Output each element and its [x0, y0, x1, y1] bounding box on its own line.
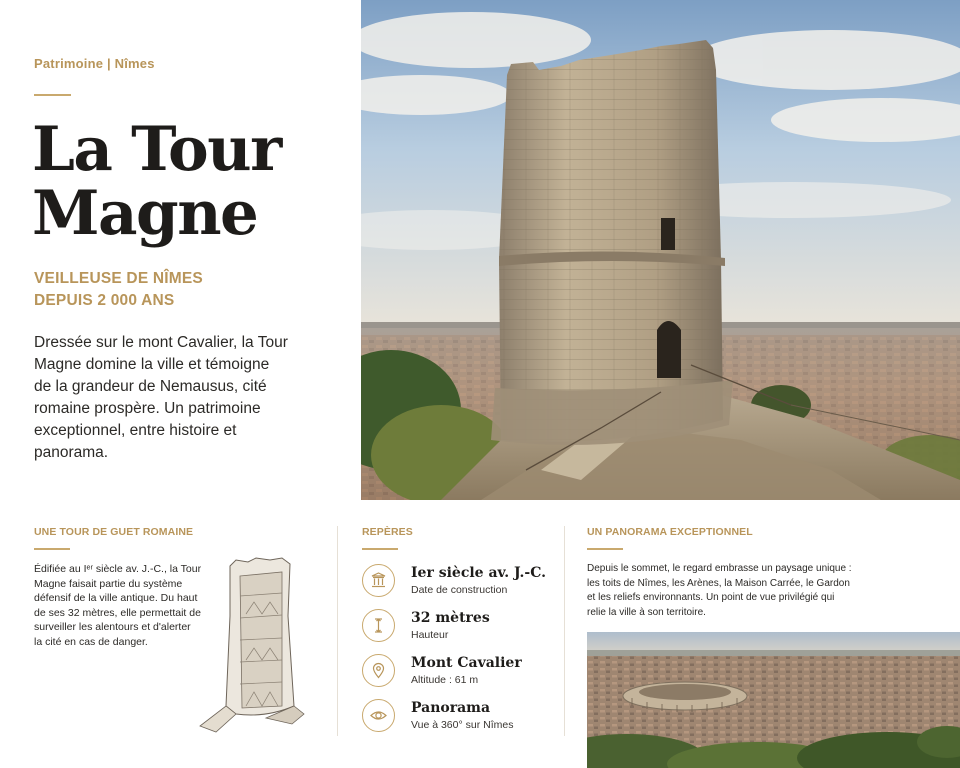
title-line-1: La Tour: [32, 114, 281, 185]
details-panel: [0, 500, 960, 768]
intro-line: exceptionnel, entre histoire et: [34, 422, 237, 439]
panorama-paragraph: [587, 562, 957, 620]
panorama-divider: [587, 548, 623, 550]
fact-location: [362, 654, 552, 694]
intro-line: panorama.: [34, 444, 109, 461]
watchtower-line: Magne faisait partie du système: [34, 577, 183, 590]
watchtower-paragraph: [34, 562, 204, 649]
watchtower-divider: [34, 548, 70, 550]
facts-section-title: REPÈRES: [362, 526, 413, 538]
panorama-section-title: UN PANORAMA EXCEPTIONNEL: [587, 526, 753, 538]
fact-subtitle: Vue à 360° sur Nîmes: [411, 719, 514, 731]
watchtower-line: Édifiée au Iᵉʳ siècle av. J.-C., la Tour: [34, 563, 202, 575]
tour-magne-hero-photo: [361, 0, 960, 500]
fact-title: 32 mètres: [411, 610, 490, 626]
intro-line: de la grandeur de Nemausus, cité: [34, 378, 267, 395]
fact-title: Ier siècle av. J.-C.: [411, 565, 546, 581]
column-icon: [362, 564, 395, 597]
location-pin-icon: [362, 654, 395, 687]
page-title: [32, 114, 352, 249]
subtitle-line-2: DEPUIS 2 000 ANS: [34, 292, 175, 309]
intro-line: Magne domine la ville et témoigne: [34, 356, 270, 373]
watchtower-line: surveiller les alentours et d'alerter: [34, 621, 191, 633]
column-divider: [564, 526, 565, 736]
fact-title: Mont Cavalier: [411, 655, 522, 671]
title-line-2: Magne: [32, 178, 258, 249]
tower-cutaway-illustration: [196, 556, 306, 736]
fact-height: [362, 609, 552, 649]
panorama-line: relie la ville à son territoire.: [587, 606, 706, 618]
intro-line: Dressée sur le mont Cavalier, la Tour: [34, 334, 288, 351]
fact-subtitle: Altitude : 61 m: [411, 674, 479, 686]
panorama-line: Depuis le sommet, le regard embrasse un paysage unique :: [587, 563, 852, 574]
eyebrow-divider: [34, 94, 71, 96]
column-divider: [337, 526, 338, 736]
watchtower-line: défensif de la ville antique. Du haut: [34, 592, 198, 604]
fact-panorama: [362, 699, 552, 739]
fact-title: Panorama: [411, 700, 491, 716]
eye-icon: [362, 699, 395, 732]
fact-construction-date: [362, 564, 552, 604]
subtitle-line-1: VEILLEUSE DE NÎMES: [34, 270, 203, 287]
watchtower-line: la cité en cas de danger.: [34, 635, 148, 648]
watchtower-section-title: UNE TOUR DE GUET ROMAINE: [34, 526, 194, 538]
facts-divider: [362, 548, 398, 550]
fact-subtitle: Hauteur: [411, 629, 449, 641]
intro-line: romaine prospère. Un patrimoine: [34, 400, 261, 417]
height-icon: [362, 609, 395, 642]
intro-paragraph: [34, 332, 314, 464]
nimes-panorama-photo: [587, 632, 960, 768]
hero-text-panel: [0, 0, 360, 500]
watchtower-line: de ses 32 mètres, elle permettait de: [34, 606, 201, 619]
page-subtitle: [34, 268, 334, 312]
panorama-line: les toits de Nîmes, les Arènes, la Maison Carrée, le Gardon: [587, 577, 850, 589]
fact-subtitle: Date de construction: [411, 584, 508, 596]
panorama-line: et les reliefs environnants. Un point de vue privilégié qui: [587, 592, 835, 603]
category-eyebrow: Patrimoine | Nîmes: [34, 56, 155, 71]
